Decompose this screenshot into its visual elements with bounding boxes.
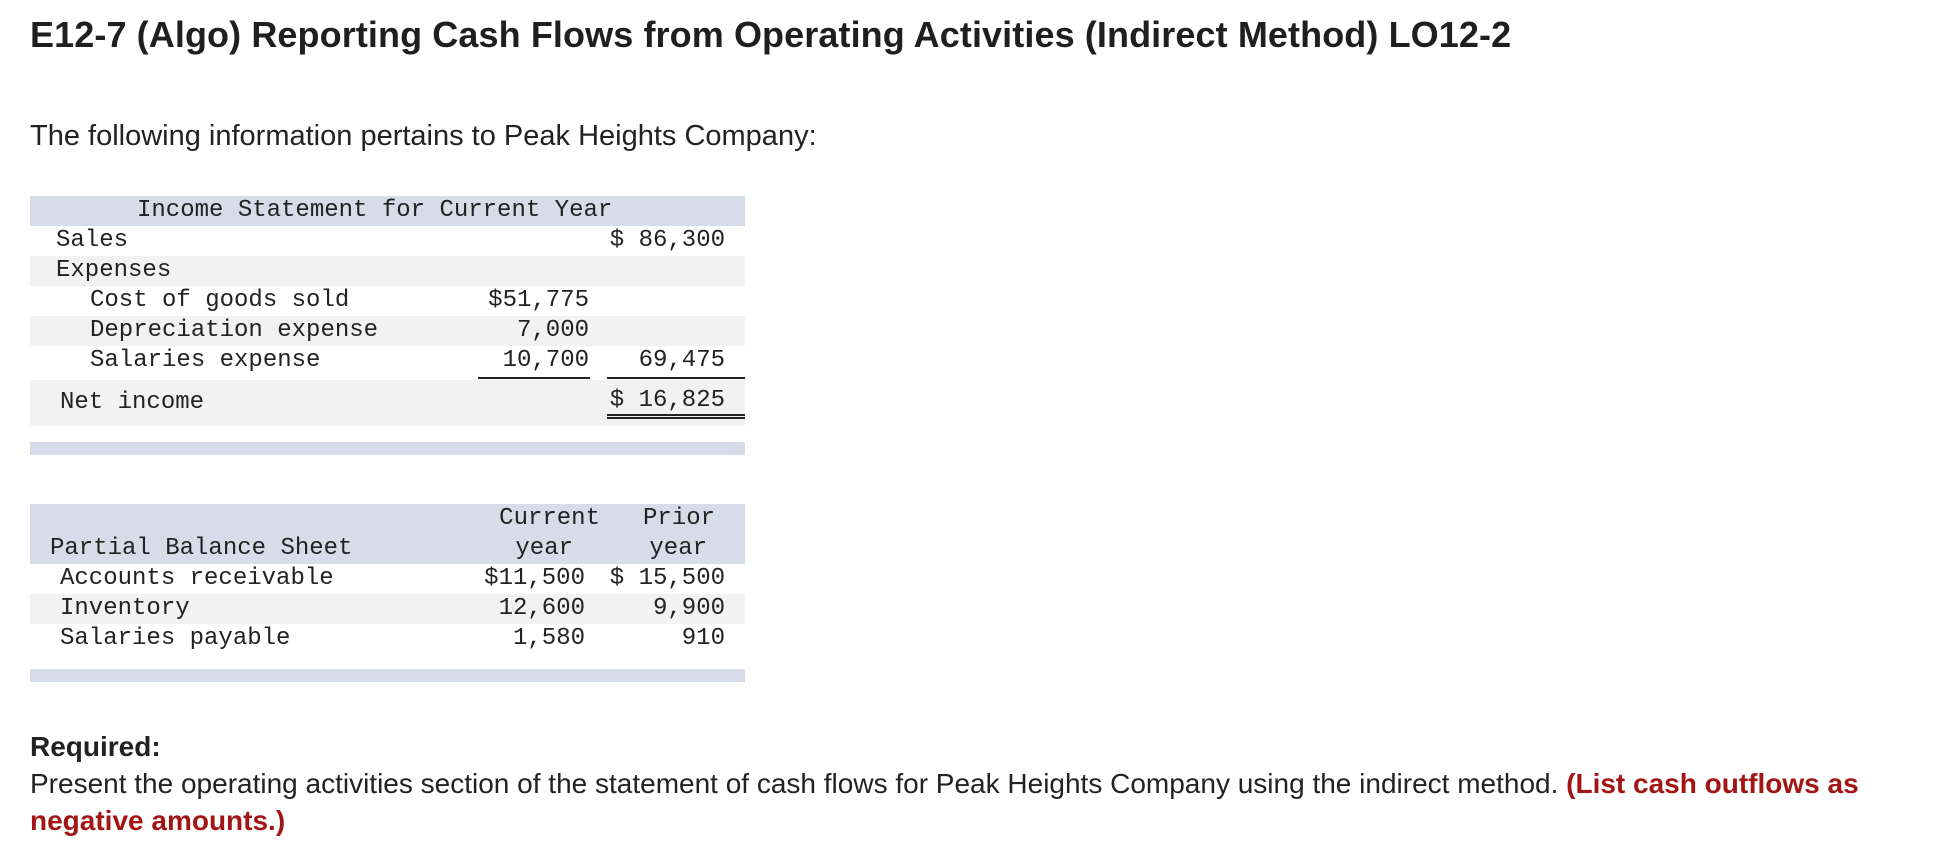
page-title: E12-7 (Algo) Reporting Cash Flows from Operating Activities (Indirect Method) LO12-2: [30, 14, 1512, 55]
balance-sheet-heading: Partial Balance Sheet: [50, 535, 353, 562]
balance-row-prior: 9,900: [652, 595, 725, 622]
required-section: [30, 728, 1910, 839]
balance-row-prior: 910: [681, 625, 725, 652]
required-text: Present the operating activities section of the statement of cash flows for Peak Heights Company using the indirect method.: [30, 768, 1559, 799]
expenses-label: Expenses: [56, 257, 172, 284]
required-label: Required:: [30, 731, 161, 762]
balance-row-label: Salaries payable: [60, 625, 291, 652]
net-income-value: $ 16,825: [609, 387, 725, 414]
table-row: [30, 226, 745, 256]
col-prior-line2: year: [649, 535, 707, 562]
col-current-line1: Current: [499, 505, 600, 532]
depreciation-label: Depreciation expense: [90, 317, 379, 344]
balance-sheet-table: [30, 504, 745, 684]
total-expenses-value: 69,475: [638, 347, 725, 374]
balance-row-label: Inventory: [60, 595, 190, 622]
col-current-line2: year: [515, 535, 573, 562]
salaries-value: 10,700: [502, 347, 589, 374]
income-statement-header: [30, 196, 745, 226]
col-prior-line1: Prior: [642, 505, 715, 532]
balance-row-current: 1,580: [512, 625, 585, 652]
table-row: [30, 316, 745, 346]
table-row: [30, 256, 745, 286]
sales-value: $ 86,300: [609, 227, 725, 254]
balance-sheet-footer-bar: [30, 669, 745, 682]
intro-text: The following information pertains to Peak Heights Company:: [30, 120, 817, 152]
income-statement-table: [30, 196, 745, 456]
balance-row-current: 12,600: [498, 595, 585, 622]
income-statement-footer-bar: [30, 442, 745, 455]
net-income-double-underline: [607, 414, 745, 419]
sales-label: Sales: [56, 227, 129, 254]
table-row: [30, 286, 745, 316]
expenses-underline: [478, 377, 590, 379]
depreciation-value: 7,000: [516, 317, 589, 344]
balance-sheet-header: [30, 504, 745, 564]
table-row: [30, 346, 745, 376]
table-row: [30, 380, 745, 426]
table-row: [30, 624, 745, 654]
income-statement-heading: Income Statement for Current Year: [137, 197, 613, 224]
balance-row-prior: $ 15,500: [609, 565, 725, 592]
total-underline: [607, 377, 745, 379]
net-income-label: Net income: [60, 389, 205, 416]
balance-row-label: Accounts receivable: [60, 565, 334, 592]
cogs-value: $51,775: [488, 287, 589, 314]
balance-row-current: $11,500: [484, 565, 585, 592]
required-note: (List cash outflows as negative amounts.): [30, 768, 1859, 836]
table-row: [30, 564, 745, 594]
table-row: [30, 594, 745, 624]
cogs-label: Cost of goods sold: [90, 287, 350, 314]
salaries-label: Salaries expense: [90, 347, 321, 374]
